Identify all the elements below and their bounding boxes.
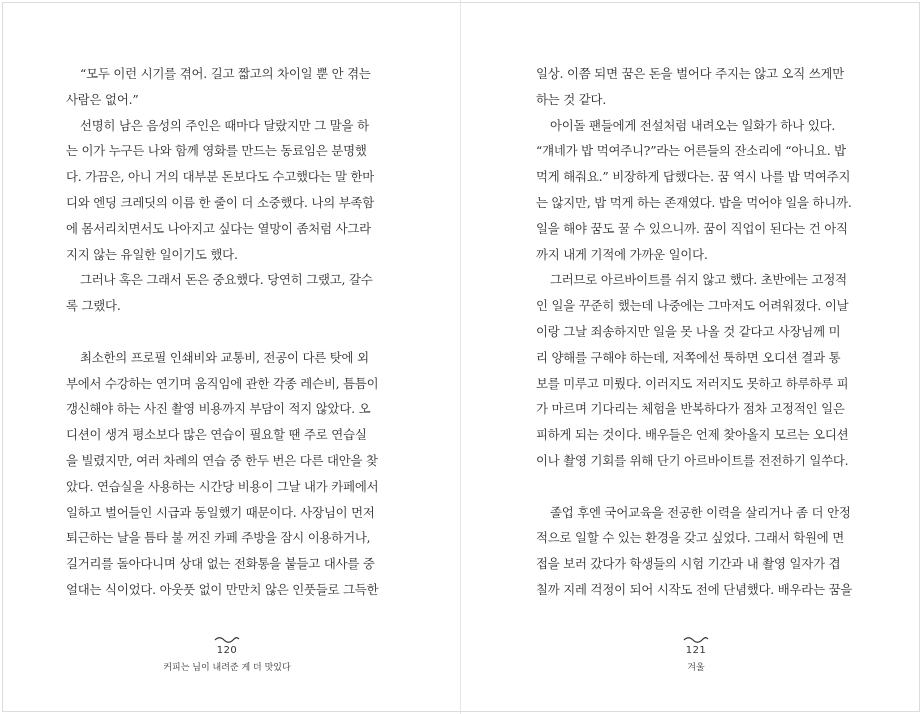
right-page-footer bbox=[596, 636, 796, 673]
text-line: 이랑 그날 죄송하지만 일을 못 나올 것 같다고 사장님께 미 bbox=[536, 323, 841, 339]
running-title: 겨울 bbox=[687, 663, 705, 673]
text-line: 선명히 남은 음성의 주인은 때마다 달랐지만 그 말을 하 bbox=[80, 117, 369, 133]
text-line: 접을 보러 갔다가 학생들의 시험 기간과 내 촬영 일자가 겹 bbox=[536, 556, 841, 572]
text-line: 는 않지만, 밥 먹게 하는 존재였다. 밥을 먹어야 일을 하니까. bbox=[536, 194, 852, 210]
text-line: 다. 가끔은, 아니 거의 대부분 돈보다도 수고했다는 말 한마 bbox=[66, 169, 375, 185]
paragraph-gap bbox=[536, 474, 858, 500]
text-line: 디와 엔딩 크레딧의 이름 한 줄이 더 소중했다. 나의 부족함 bbox=[66, 194, 375, 210]
text-line: 아이돌 팬들에게 전설처럼 내려오는 일화가 하나 있다. bbox=[550, 117, 836, 133]
text-line: 는 이가 누구든 나와 함께 영화를 만드는 동료임은 분명했 bbox=[66, 143, 367, 159]
text-line: 을 빌렸지만, 여러 차례의 연습 중 한두 번은 다른 대안을 찾 bbox=[66, 452, 378, 468]
text-line: 하는 것 같다. bbox=[536, 91, 607, 107]
text-line: 그러나 혹은 그래서 돈은 중요했다. 당연히 그랬고, 갈수 bbox=[80, 272, 373, 288]
text-line: 최소한의 프로필 인쇄비와 교통비, 전공이 다른 탓에 외 bbox=[80, 349, 369, 365]
text-line: 길거리를 돌아다니며 상대 없는 전화통을 붙들고 대사를 중 bbox=[66, 556, 375, 572]
text-line: 얼대는 식이었다. 아웃풋 없이 만만치 않은 인풋들로 그득한 bbox=[66, 581, 379, 597]
text-line: 졸업 후엔 국어교육을 전공한 이력을 살리거나 좀 더 안정 bbox=[550, 504, 851, 520]
text-line: 인 일을 꾸준히 했는데 나중에는 그마저도 어려워졌다. 이날 bbox=[536, 298, 849, 314]
right-page bbox=[461, 0, 921, 714]
text-line: 일상. 이쯤 되면 꿈은 돈을 벌어다 주지는 않고 오직 쓰게만 bbox=[536, 66, 845, 81]
text-line: 리 양해를 구해야 하는데, 저쪽에선 툭하면 오디션 결과 통 bbox=[536, 349, 841, 365]
text-line: 까지 내게 기적에 가까운 일이다. bbox=[536, 246, 708, 262]
text-line: 가 마르며 기다리는 체험을 반복하다가 점차 고정적인 일은 bbox=[536, 401, 845, 417]
text-line: 았다. 연습실을 사용하는 시간당 비용이 그날 내가 카페에서 bbox=[66, 478, 379, 494]
text-line: 피하게 되는 것이다. 배우들은 언제 찾아올지 모르는 오디션 bbox=[536, 427, 849, 443]
text-line: 록 그랬다. bbox=[66, 298, 121, 314]
running-title: 커피는 님이 내려준 게 더 맛있다 bbox=[163, 663, 291, 673]
text-line: 칠까 지레 걱정이 되어 시작도 전에 단념했다. 배우라는 꿈을 bbox=[536, 581, 853, 597]
text-line: 에 몸서리치면서도 나아지고 싶다는 열망이 좀처럼 사그라 bbox=[66, 220, 371, 236]
left-page-footer bbox=[127, 636, 327, 673]
right-page-body bbox=[536, 61, 858, 603]
page-number: 120 bbox=[216, 645, 238, 656]
text-line: 지지 않는 유일한 일이기도 했다. bbox=[66, 246, 238, 262]
text-line: 일하고 벌어들인 시급과 동일했기 때문이다. 사장님이 먼저 bbox=[66, 504, 375, 520]
wave-ornament-icon bbox=[214, 636, 240, 644]
text-line: 이나 촬영 기회를 위해 단기 아르바이트를 전전하기 일쑤다. bbox=[536, 452, 849, 468]
text-line: “모두 이런 시기를 겪어. 길고 짧고의 차이일 뿐 안 겪는 bbox=[80, 66, 371, 81]
text-line: 디션이 생겨 평소보다 많은 연습이 필요할 땐 주로 연습실 bbox=[66, 427, 367, 443]
paragraph-gap bbox=[66, 319, 388, 345]
text-line: 그러므로 아르바이트를 쉬지 않고 했다. 초반에는 고정적 bbox=[550, 272, 847, 288]
page-number: 121 bbox=[685, 645, 707, 656]
text-line: “걔네가 밥 먹여주니?”라는 어른들의 잔소리에 “아니요. 밥 bbox=[536, 143, 846, 159]
text-line: 일을 해야 꿈도 꿀 수 있으니까. 꿈이 직업이 된다는 건 아직 bbox=[536, 220, 848, 236]
text-line: 보를 미루고 미뤘다. 이러지도 저러지도 못하고 하루하루 피 bbox=[536, 375, 849, 391]
left-page-body bbox=[66, 61, 388, 603]
text-line: 사람은 없어.” bbox=[66, 91, 139, 107]
text-line: 적으로 일할 수 있는 환경을 갖고 싶었다. 그래서 학원에 면 bbox=[536, 530, 845, 546]
text-line: 먹게 해줘요.” 비장하게 답했다는. 꿈 역시 나를 밥 먹여주지 bbox=[536, 169, 851, 185]
text-line: 갱신해야 하는 사진 촬영 비용까지 부담이 적지 않았다. 오 bbox=[66, 401, 371, 417]
text-line: 부에서 수강하는 연기며 움직임에 관한 각종 레슨비, 틈틈이 bbox=[66, 375, 379, 391]
text-line: 퇴근하는 날을 틈타 불 꺼진 카페 주방을 잠시 이용하거나, bbox=[66, 530, 371, 546]
wave-ornament-icon bbox=[683, 636, 709, 644]
